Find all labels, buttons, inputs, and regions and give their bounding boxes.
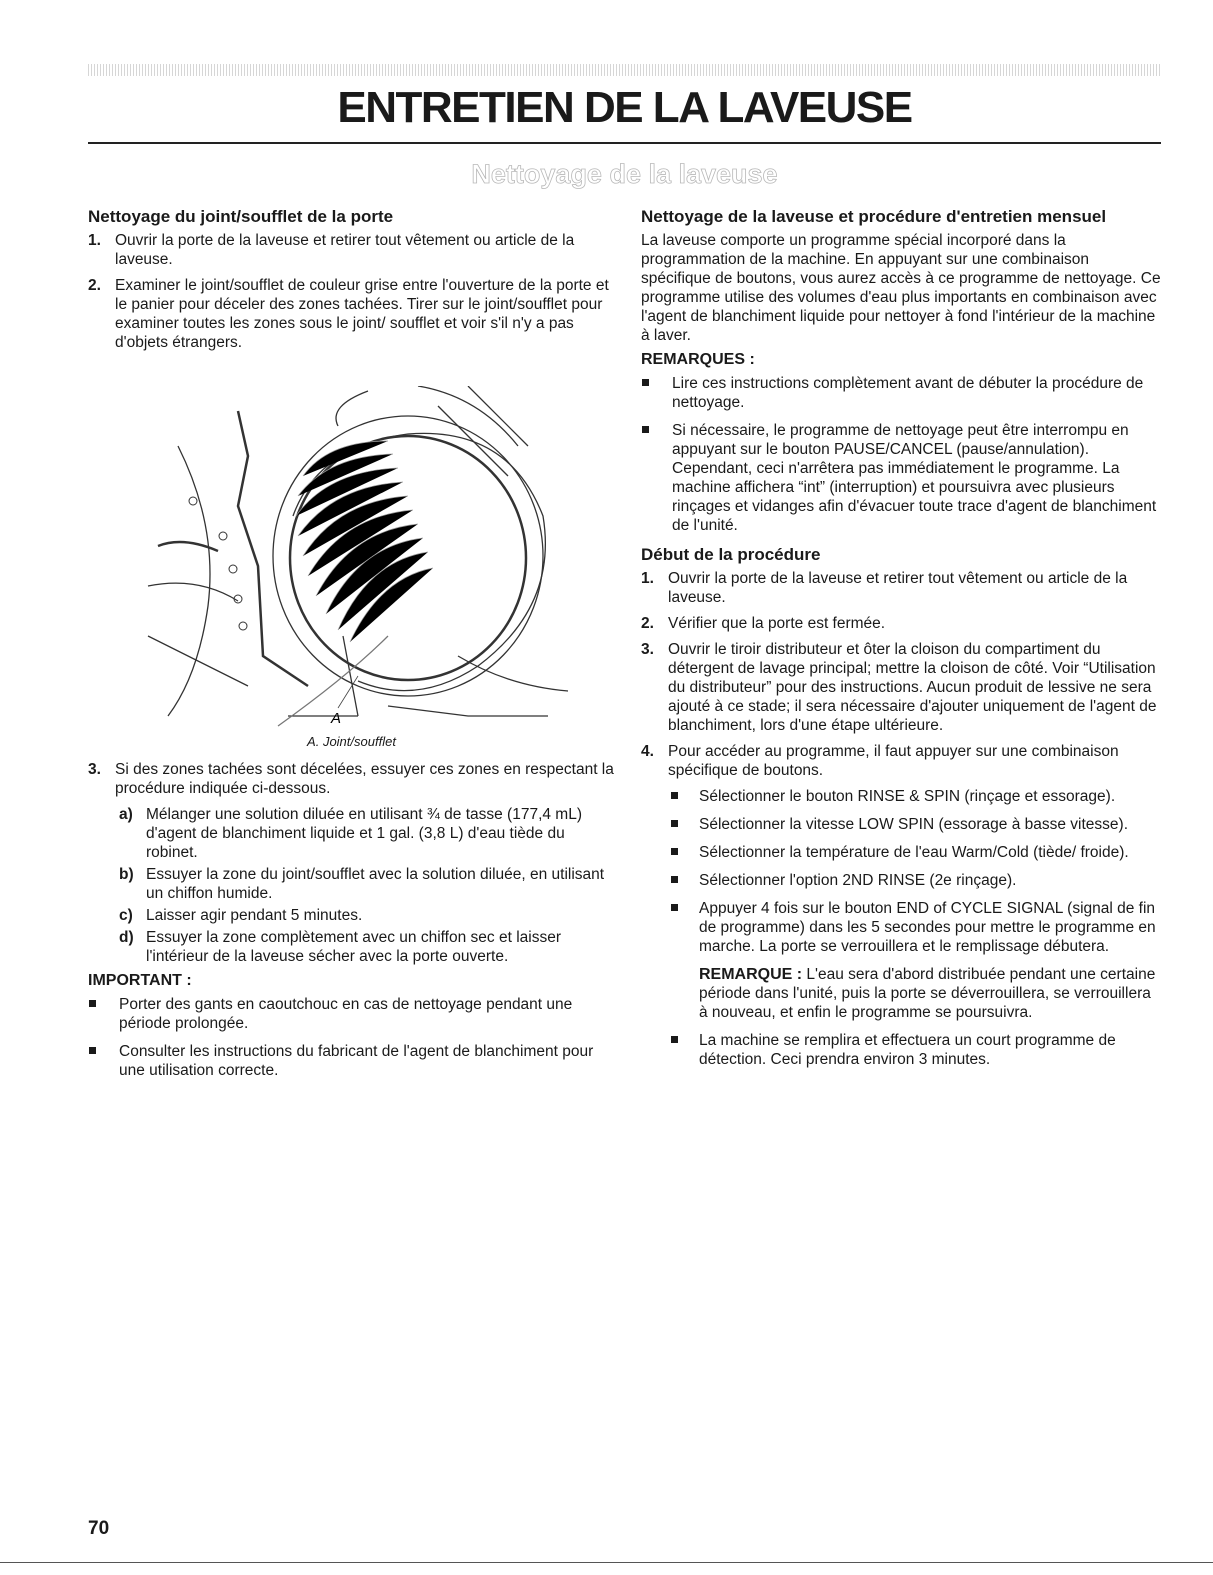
list-item: [641, 742, 1161, 780]
bullet-item: Consulter les instructions du fabricant de l'agent de blanchiment pour une utilisation correcte.: [88, 1042, 615, 1080]
step-text: Ouvrir la porte de la laveuse et retirer tout vêtement ou article de la laveuse.: [115, 232, 575, 268]
note-label: REMARQUE :: [699, 966, 803, 983]
step-text: Ouvrir le tiroir distributeur et ôter la cloison du compartiment du détergent de lavage principal; mettre la cloison de côté. Voir “Utilisation du distributeur” pour des instructions. Aucun produit de lessive ne sera ajouté à ce stade; il sera nécessaire d'ajouter uniquement de l'agent de blanchiment, lors d'une étape ultérieure.: [668, 641, 1157, 734]
page-title: ENTRETIEN DE LA LAVEUSE: [337, 83, 912, 132]
step-number: 1.: [88, 232, 101, 249]
note-text: L'eau sera d'abord distribuée pendant une certaine période dans l'unité, puis la porte se déverrouillera, se verrouillera à nouveau, et enfin le programme se poursuivra.: [699, 966, 1156, 1021]
step-text: Si des zones tachées sont décelées, essuyer ces zones en respectant la procédure indiquée ci-dessous.: [115, 761, 614, 797]
monthly-maintenance-heading: Nettoyage de la laveuse et procédure d'entretien mensuel: [641, 207, 1107, 226]
list-item: [88, 276, 615, 352]
bullet-item: Sélectionner le bouton RINSE & SPIN (rinçage et essorage).: [641, 787, 1161, 806]
gasket-cleaning-heading: Nettoyage du joint/soufflet de la porte: [88, 207, 394, 226]
list-item: [88, 760, 615, 798]
right-column: [641, 206, 1161, 1078]
door-gasket-figure: [88, 386, 615, 756]
bullet-item: Appuyer 4 fois sur le bouton END of CYCLE SIGNAL (signal de fin de programme) dans les 5 secondes pour mettre le programme en marche. La porte se verrouillera et le remplissage débutera.: [641, 899, 1161, 956]
sub-step: [88, 906, 615, 925]
list-item: [641, 569, 1161, 607]
section-title: Nettoyage de la laveuse: [471, 159, 778, 189]
step-text: Ouvrir la porte de la laveuse et retirer tout vêtement ou article de la laveuse.: [668, 570, 1128, 606]
note-paragraph: [641, 965, 1161, 1022]
bullet-item: Sélectionner la température de l'eau Warm/Cold (tiède/ froide).: [641, 843, 1161, 862]
sub-step-text: Mélanger une solution diluée en utilisant ¾ de tasse (177,4 mL) d'agent de blanchiment liquide et 1 gal. (3,8 L) d'eau tiède du robinet.: [146, 806, 582, 861]
list-item: [641, 640, 1161, 735]
sub-step: [88, 805, 615, 862]
step-text: Examiner le joint/soufflet de couleur grise entre l'ouverture de la porte et le panier pour déceler des zones tachées. Tirer sur le joint/soufflet pour examiner toutes les zones sous le joint/ soufflet et voir s'il n'y a pas d'objets étrangers.: [115, 277, 609, 351]
page-number: 70: [88, 1518, 110, 1539]
header-pattern-band: [88, 64, 1161, 76]
sub-step-text: Essuyer la zone complètement avec un chiffon sec et laisser l'intérieur de la laveuse sécher avec la porte ouverte.: [146, 929, 561, 965]
step-number: 2.: [88, 277, 101, 294]
list-item: [88, 231, 615, 269]
sub-step-letter: b): [119, 866, 134, 883]
step-number: 1.: [641, 570, 654, 587]
bullet-item: La machine se remplira et effectuera un court programme de détection. Ceci prendra environ 3 minutes.: [641, 1031, 1161, 1069]
washer-door-illustration: [88, 386, 615, 731]
step-number: 3.: [88, 761, 101, 778]
bullet-item: Lire ces instructions complètement avant de débuter la procédure de nettoyage.: [641, 374, 1161, 412]
intro-paragraph: La laveuse comporte un programme spécial incorporé dans la programmation de la machine. En appuyant sur une combinaison spécifique de boutons, vous aurez accès à ce programme de nettoyage. Ce programme utilise des volumes d'eau plus importants en combinaison avec l'agent de blanchiment liquide pour nettoyer à fond l'intérieur de la machine à laver.: [641, 232, 1161, 344]
figure-caption: A. Joint/soufflet: [307, 734, 396, 749]
sub-step: [88, 865, 615, 903]
bullet-item: Sélectionner la vitesse LOW SPIN (essorage à basse vitesse).: [641, 815, 1161, 834]
bullet-item: Porter des gants en caoutchouc en cas de nettoyage pendant une période prolongée.: [88, 995, 615, 1033]
remarks-label: REMARQUES :: [641, 351, 755, 368]
bullet-item: Si nécessaire, le programme de nettoyage peut être interrompu en appuyant sur le bouton PAUSE/CANCEL (pause/annulation). Cependant, ceci n'arrêtera pas immédiatement le programme. La machine affichera “int” (interruption) et poursuivra avec plusieurs rinçages et vidanges afin d'évacuer toute trace d'agent de blanchiment de l'unité.: [641, 421, 1161, 535]
step-number: 4.: [641, 743, 654, 760]
step-text: Pour accéder au programme, il faut appuyer sur une combinaison spécifique de boutons.: [668, 743, 1119, 779]
sub-step-letter: d): [119, 929, 134, 946]
figure-callout-label: A: [331, 710, 342, 727]
sub-step: [88, 928, 615, 966]
step-number: 2.: [641, 615, 654, 632]
sub-step-letter: c): [119, 907, 133, 924]
sub-step-letter: a): [119, 806, 133, 823]
sub-step-text: Essuyer la zone du joint/soufflet avec la solution diluée, en utilisant un chiffon humide.: [146, 866, 605, 902]
sub-step-text: Laisser agir pendant 5 minutes.: [146, 907, 363, 924]
important-label: IMPORTANT :: [88, 972, 192, 989]
procedure-start-heading: Début de la procédure: [641, 545, 821, 564]
left-column: [88, 206, 615, 1089]
bullet-item: Sélectionner l'option 2ND RINSE (2e rinçage).: [641, 871, 1161, 890]
title-divider: [88, 142, 1161, 144]
step-text: Vérifier que la porte est fermée.: [668, 615, 886, 632]
step-number: 3.: [641, 641, 654, 658]
list-item: [641, 614, 1161, 633]
bottom-rule: [0, 1562, 1213, 1563]
